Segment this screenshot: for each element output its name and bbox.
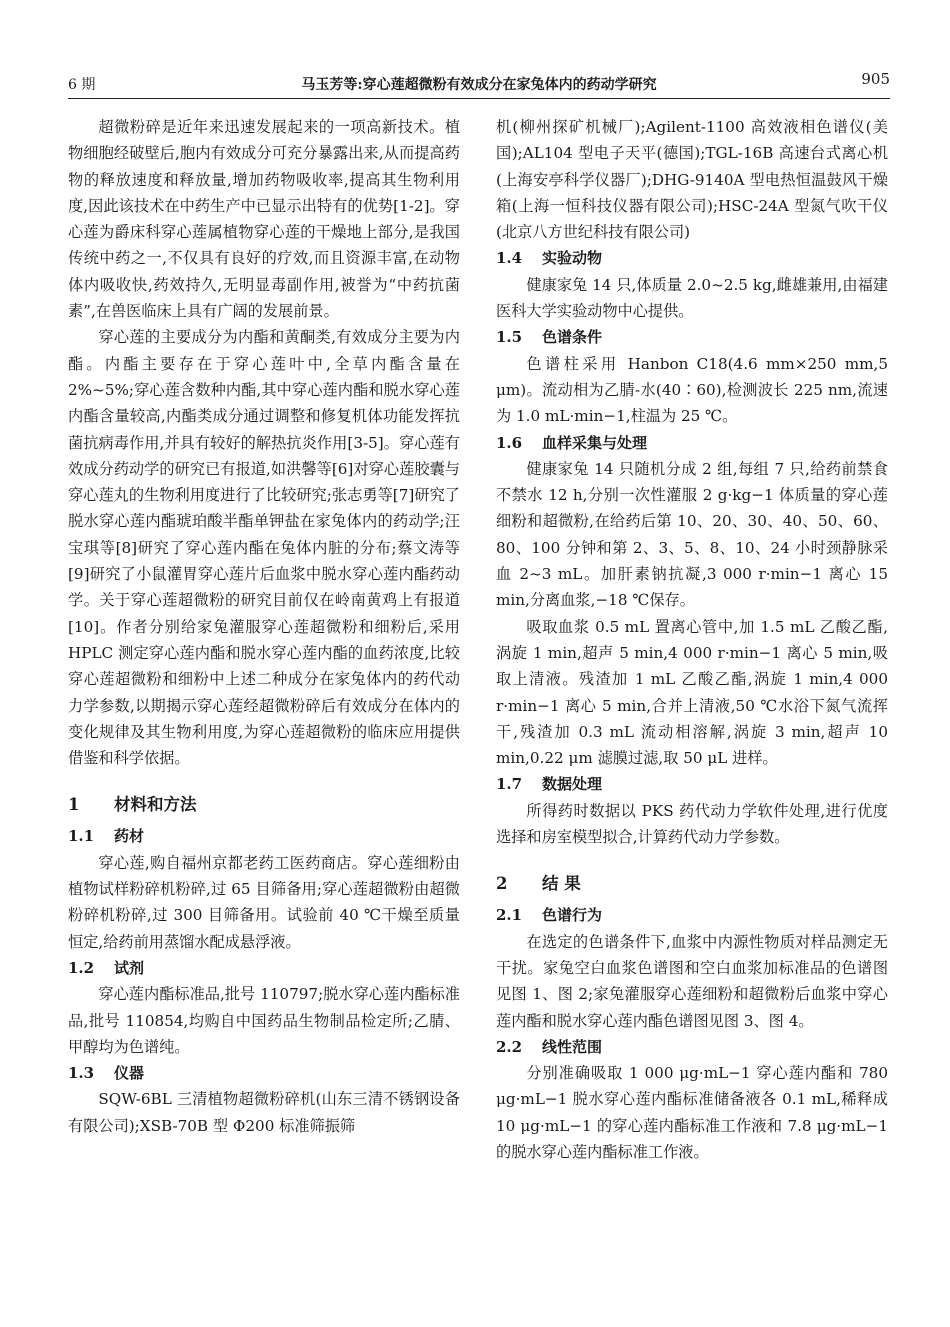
subsection-text-1-6-a: 健康家兔 14 只随机分成 2 组,每组 7 只,给药前禁食不禁水 12 h,分别一次性灌服 2 g·kg−1 体质量的穿心莲细粉和超微粉,在给药后第 10、20、30、40、50、60、80、100 分钟和第 2、3、5、8、10、24 小时颈静脉采血 2~3 mL。加肝素钠抗凝,3 000 r·min−1 离心 15 min,分离血浆,−18 ℃保存。 bbox=[496, 459, 888, 610]
subsection-title: 色谱行为 bbox=[542, 906, 603, 925]
subsection-number: 2.2 bbox=[496, 1037, 523, 1056]
section-heading-1 bbox=[68, 791, 460, 819]
header-rule bbox=[68, 98, 890, 99]
section-number: 1 bbox=[68, 795, 80, 815]
subsection-number: 1.5 bbox=[496, 328, 523, 347]
section-title: 材料和方法 bbox=[114, 795, 197, 815]
subsection-heading-1-5 bbox=[496, 324, 888, 350]
subsection-title: 色谱条件 bbox=[542, 328, 603, 347]
subsection-text-1-2: 穿心莲内酯标准品,批号 110797;脱水穿心莲内酯标准品,批号 110854,均购自中国药品生物制品检定所;乙腈、甲醇均为色谱纯。 bbox=[68, 985, 460, 1056]
running-header bbox=[68, 70, 890, 96]
subsection-number: 1.1 bbox=[68, 827, 95, 846]
subsection-title: 药材 bbox=[114, 827, 145, 846]
right-column bbox=[496, 114, 888, 1165]
subsection-number: 1.2 bbox=[68, 958, 95, 977]
subsection-heading-1-3 bbox=[68, 1060, 460, 1086]
subsection-number: 1.6 bbox=[496, 433, 523, 452]
subsection-title: 血样采集与处理 bbox=[542, 433, 648, 452]
subsection-heading-1-7 bbox=[496, 771, 888, 797]
intro-paragraph-2: 穿心莲的主要成分为内酯和黄酮类,有效成分主要为内酯。内酯主要存在于穿心莲叶中,全草内酯含量在 2%~5%;穿心莲含数种内酯,其中穿心莲内酯和脱水穿心莲内酯含量较高,内酯类成分通过调整和修复机体功能发挥抗菌抗病毒作用,并具有较好的解热抗炎作用[3-5]。穿心莲有效成分药动学的研究已有报道,如洪馨等[6]对穿心莲胶囊与穿心莲丸的生物利用度进行了比较研究;张志勇等[7]研究了脱水穿心莲内酯琥珀酸半酯单钾盐在家兔体内的药动学;汪宝琪等[8]研究了穿心莲内酯在兔体内脏的分布;蔡文涛等[9]研究了小鼠灌胃穿心莲片后血浆中脱水穿心莲内酯药动学。关于穿心莲超微粉的研究目前仅在岭南黄鸡上有报道[10]。作者分别给家兔灌服穿心莲超微粉和细粉后,采用 HPLC 测定穿心莲内酯和脱水穿心莲内酯的血药浓度,比较穿心莲超微粉和细粉中上述二种成分在家兔体内的药代动力学参数,以期揭示穿心莲经超微粉碎后有效成分在体内的变化规律及其生物利用度,为穿心莲超微粉的临床应用提供借鉴和科学依据。 bbox=[68, 328, 460, 768]
section-number: 2 bbox=[496, 874, 508, 894]
intro-paragraph-1: 超微粉碎是近年来迅速发展起来的一项高新技术。植物细胞经破壁后,胞内有效成分可充分暴露出来,从而提高药物的释放速度和释放量,增加药物吸收率,提高其生物利用度,因此该技术在中药生产中已显示出特有的优势[1-2]。穿心莲为爵床科穿心莲属植物穿心莲的干燥地上部分,是我国传统中药之一,不仅具有良好的疗效,而且资源丰富,在动物体内吸收快,药效持久,无明显毒副作用,被誉为“中药抗菌素”,在兽医临床上具有广阔的发展前景。 bbox=[68, 118, 460, 321]
subsection-text-1-5: 色谱柱采用 Hanbon C18(4.6 mm×250 mm,5 μm)。流动相为乙腈-水(40∶60),检测波长 225 nm,流速为 1.0 mL·min−1,柱温为 25 ℃。 bbox=[496, 354, 888, 426]
left-column bbox=[68, 114, 460, 1139]
subsection-text-1-1: 穿心莲,购自福州京都老药工医药商店。穿心莲细粉由植物试样粉碎机粉碎,过 65 目筛备用;穿心莲超微粉由超微粉碎机粉碎,过 300 目筛备用。试验前 40 ℃干燥至质量恒定,给药前用蒸馏水配成悬浮液。 bbox=[68, 853, 460, 951]
section-title: 结 果 bbox=[542, 874, 581, 894]
subsection-title: 实验动物 bbox=[542, 249, 603, 268]
subsection-text-2-1: 在选定的色谱条件下,血浆中内源性物质对样品测定无干扰。家兔空白血浆色谱图和空白血浆加标准品的色谱图见图 1、图 2;家兔灌服穿心莲细粉和超微粉后血浆中穿心莲内酯和脱水穿心莲内酯色谱图见图 3、图 4。 bbox=[496, 932, 888, 1030]
section-heading-2 bbox=[496, 870, 888, 898]
subsection-heading-2-1 bbox=[496, 902, 888, 928]
subsection-number: 1.4 bbox=[496, 249, 523, 268]
issue-number: 6 期 bbox=[68, 77, 96, 93]
subsection-heading-1-6 bbox=[496, 430, 888, 456]
subsection-text-2-2: 分别准确吸取 1 000 μg·mL−1 穿心莲内酯和 780 μg·mL−1 脱水穿心莲内酯标准储备液各 0.1 mL,稀释成 10 μg·mL−1 的穿心莲内酯标准工作液和 7.8 μg·mL−1 的脱水穿心莲内酯标准工作液。 bbox=[496, 1064, 888, 1161]
subsection-title: 线性范围 bbox=[542, 1037, 603, 1056]
subsection-heading-1-2 bbox=[68, 955, 460, 981]
subsection-title: 试剂 bbox=[114, 958, 145, 977]
subsection-heading-1-1 bbox=[68, 823, 460, 849]
subsection-number: 2.1 bbox=[496, 906, 523, 925]
subsection-number: 1.7 bbox=[496, 775, 523, 794]
subsection-text-1-3: SQW-6BL 三清植物超微粉碎机(山东三清不锈钢设备有限公司);XSB-70B 型 Φ200 标准筛振筛 bbox=[68, 1090, 460, 1135]
page-number: 905 bbox=[861, 70, 890, 88]
subsection-heading-1-4 bbox=[496, 245, 888, 271]
subsection-heading-2-2 bbox=[496, 1034, 888, 1060]
subsection-number: 1.3 bbox=[68, 1064, 95, 1083]
subsection-text-1-3-cont: 机(柳州探矿机械厂);Agilent-1100 高效液相色谱仪(美国);AL104 型电子天平(德国);TGL-16B 高速台式离心机(上海安亭科学仪器厂);DHG-9140A 型电热恒温鼓风干燥箱(上海一恒科技仪器有限公司);HSC-24A 型氮气吹干仪(北京八方世纪科技有限公司) bbox=[496, 118, 888, 242]
subsection-text-1-4: 健康家兔 14 只,体质量 2.0~2.5 kg,雌雄兼用,由福建医科大学实验动物中心提供。 bbox=[496, 275, 888, 321]
subsection-text-1-7: 所得药时数据以 PKS 药代动力学软件处理,进行优度选择和房室模型拟合,计算药代动力学参数。 bbox=[496, 801, 888, 847]
subsection-title: 数据处理 bbox=[542, 775, 603, 794]
subsection-text-1-6-b: 吸取血浆 0.5 mL 置离心管中,加 1.5 mL 乙酸乙酯,涡旋 1 min,超声 5 min,4 000 r·min−1 离心 5 min,吸取上清液。残渣加 1 mL 乙酸乙酯,涡旋 1 min,4 000 r·min−1 离心 5 min,合并上清液,50 ℃水浴下氮气流挥干,残渣加 0.3 mL 流动相溶解,涡旋 3 min,超声 10 min,0.22 μm 滤膜过滤,取 50 μL 进样。 bbox=[496, 617, 888, 768]
subsection-title: 仪器 bbox=[114, 1064, 145, 1083]
running-title: 马玉芳等:穿心莲超微粉有效成分在家兔体内的药动学研究 bbox=[301, 77, 657, 93]
